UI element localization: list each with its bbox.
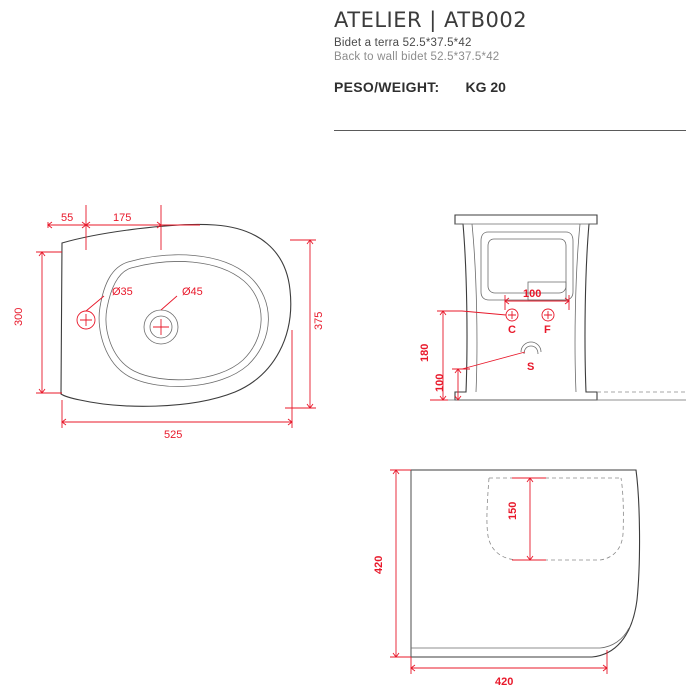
label-hot-water: F bbox=[544, 324, 551, 336]
dim-front-100-top: 100 bbox=[523, 288, 542, 300]
dim-375: 375 bbox=[313, 311, 325, 330]
front-view-group bbox=[419, 215, 686, 400]
side-view-group bbox=[373, 470, 640, 688]
weight-value: KG 20 bbox=[465, 79, 506, 95]
top-view-group bbox=[13, 205, 325, 441]
label-cold-water: C bbox=[508, 324, 516, 336]
dim-hole-small: Ø35 bbox=[112, 286, 133, 298]
weight-label: PESO/WEIGHT: bbox=[334, 79, 440, 95]
subtitle-english: Back to wall bidet 52.5*37.5*42 bbox=[334, 51, 500, 63]
label-drain: S bbox=[527, 361, 535, 373]
dim-front-100-bottom: 100 bbox=[434, 373, 446, 392]
dim-55: 55 bbox=[61, 212, 74, 224]
dim-525: 525 bbox=[164, 429, 183, 441]
dim-hole-large: Ø45 bbox=[182, 286, 203, 298]
dim-side-150: 150 bbox=[507, 501, 519, 520]
dim-300: 300 bbox=[13, 307, 25, 326]
dim-side-420-vertical: 420 bbox=[373, 555, 385, 574]
subtitle-italian: Bidet a terra 52.5*37.5*42 bbox=[334, 37, 472, 49]
dim-175: 175 bbox=[113, 212, 132, 224]
dim-front-180: 180 bbox=[419, 343, 431, 362]
dim-side-420-horizontal: 420 bbox=[495, 676, 514, 688]
page-title: ATELIER | ATB002 bbox=[334, 8, 528, 32]
